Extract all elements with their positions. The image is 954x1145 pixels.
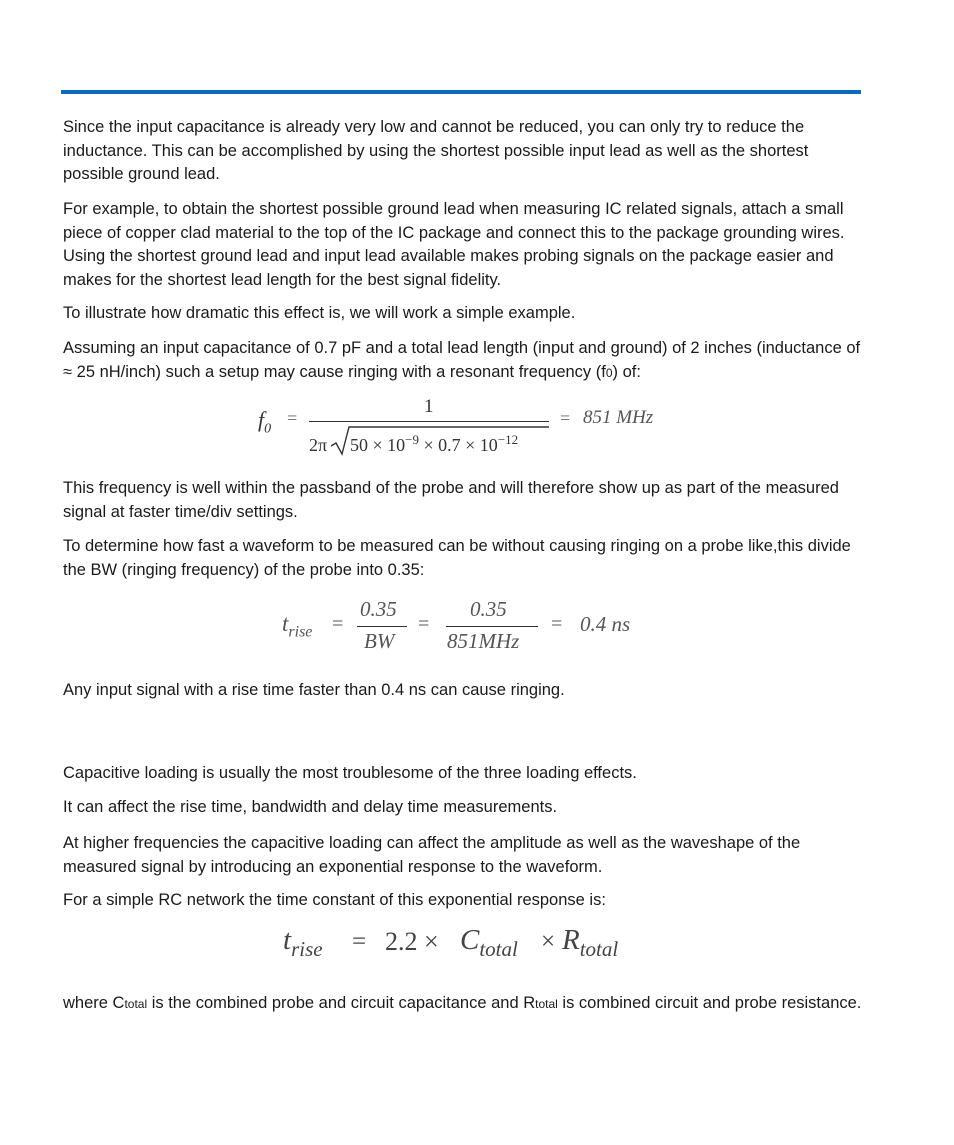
eq2-f2-bar bbox=[446, 626, 538, 627]
where-text-a: where C bbox=[63, 994, 125, 1012]
eq2-equals: = bbox=[332, 613, 344, 635]
eq1-result: 851 MHz bbox=[583, 407, 654, 428]
eq3-equals: = bbox=[352, 928, 367, 955]
eq1-exp-a: −9 bbox=[405, 432, 419, 447]
eq2-f1-bar bbox=[357, 626, 407, 627]
eq2-t: t bbox=[282, 611, 289, 636]
paragraph-inductance: Since the input capacitance is already very low and cannot be reduced, you can only try to reduce the inductance. This can be accomplished by using the shortest possible input lead as well as the shortest possible ground lead. bbox=[63, 118, 809, 183]
paragraph-affects: It can affect the rise time, bandwidth and delay time measurements. bbox=[63, 798, 558, 816]
eq3-lhs bbox=[283, 924, 323, 961]
eq3-times: × bbox=[541, 928, 556, 955]
eq2-equals-3: = bbox=[551, 613, 563, 635]
where-sub-ctotal: total bbox=[124, 997, 148, 1011]
eq1-term-a: 50 × 10 bbox=[350, 435, 406, 455]
where-text-c: is combined circuit and probe resistance. bbox=[557, 994, 862, 1012]
paragraph-where bbox=[63, 992, 863, 1017]
eq2-f1-num: 0.35 bbox=[360, 597, 397, 621]
eq1-lhs bbox=[258, 407, 272, 437]
paragraph-capacitive-loading: Capacitive loading is usually the most troublesome of the three loading effects. bbox=[63, 764, 637, 782]
eq2-f1-den: BW bbox=[364, 629, 395, 653]
eq1-denominator bbox=[309, 435, 327, 456]
paragraph-illustrate: To illustrate how dramatic this effect is, we will work a simple example. bbox=[63, 304, 576, 322]
eq2-f2-den: 851MHz bbox=[447, 629, 520, 653]
paragraph-assumptions bbox=[63, 337, 863, 385]
eq1-term-b: × 0.7 × 10 bbox=[419, 435, 498, 455]
eq1-exp-b: −12 bbox=[497, 432, 519, 447]
paragraph-higher-frequencies: At higher frequencies the capacitive loading can affect the amplitude as well as the waveshape of the measured signal by introducing an exponential response to the waveform. bbox=[63, 834, 801, 876]
eq2-t-sub: rise bbox=[288, 623, 313, 641]
eq1-equals: = bbox=[287, 408, 298, 428]
eq1-f: f bbox=[258, 407, 265, 432]
eq3-t: t bbox=[283, 924, 292, 956]
eq3-t-sub: rise bbox=[291, 936, 323, 961]
where-text-b: is the combined probe and circuit capacitance and R bbox=[147, 994, 536, 1012]
eq1-f-sub: 0 bbox=[264, 421, 272, 437]
assumptions-text-b: ) of: bbox=[612, 362, 641, 381]
paragraph-any-input: Any input signal with a rise time faster than 0.4 ns can cause ringing. bbox=[63, 681, 565, 699]
eq3-c bbox=[460, 924, 518, 961]
eq1-two-pi: 2π bbox=[309, 435, 328, 455]
paragraph-ground-lead-example: For example, to obtain the shortest possible ground lead when measuring IC related signals, attach a small piece of copper clad material to the top of the IC package and connect this to the package grounding wires. Using the shortest ground lead and input lead available makes probing signals on the package easier and makes for the shortest lead length for the best signal fidelity. bbox=[63, 200, 845, 289]
eq2-f2-num: 0.35 bbox=[470, 597, 507, 621]
eq3-c-letter: C bbox=[460, 924, 480, 956]
assumptions-text-a: Assuming an input capacitance of 0.7 pF and a total lead length (input and ground) of 2 inches (inductance of ≈ 25 nH/inch) such a setup may cause ringing with a resonant frequency (f bbox=[63, 339, 861, 381]
paragraph-determine-speed: To determine how fast a waveform to be measured can be without causing ringing on a probe like,this divide the BW (ringing frequency) of the probe into 0.35: bbox=[63, 537, 851, 579]
eq1-fraction-bar bbox=[309, 421, 549, 422]
eq3-r-sub: total bbox=[579, 936, 619, 961]
eq3-c-sub: total bbox=[479, 936, 518, 961]
eq2-result: 0.4 ns bbox=[580, 612, 631, 636]
eq3-coefficient: 2.2 × bbox=[385, 927, 439, 956]
paragraph-rc-network: For a simple RC network the time constant of this exponential response is: bbox=[63, 891, 606, 909]
header-rule bbox=[61, 90, 861, 94]
eq2-lhs bbox=[282, 611, 313, 641]
paragraph-passband: This frequency is well within the passband of the probe and will therefore show up as part of the measured signal at faster time/div settings. bbox=[63, 479, 839, 521]
eq3-r-letter: R bbox=[562, 924, 580, 956]
eq1-equals-2: = bbox=[560, 408, 571, 428]
assumptions-sub: 0 bbox=[605, 365, 613, 380]
eq1-numerator: 1 bbox=[424, 396, 434, 417]
where-sub-rtotal: total bbox=[535, 997, 558, 1011]
eq2-equals-2: = bbox=[418, 613, 430, 635]
eq1-radicand bbox=[350, 432, 519, 456]
eq3-r bbox=[562, 924, 619, 961]
